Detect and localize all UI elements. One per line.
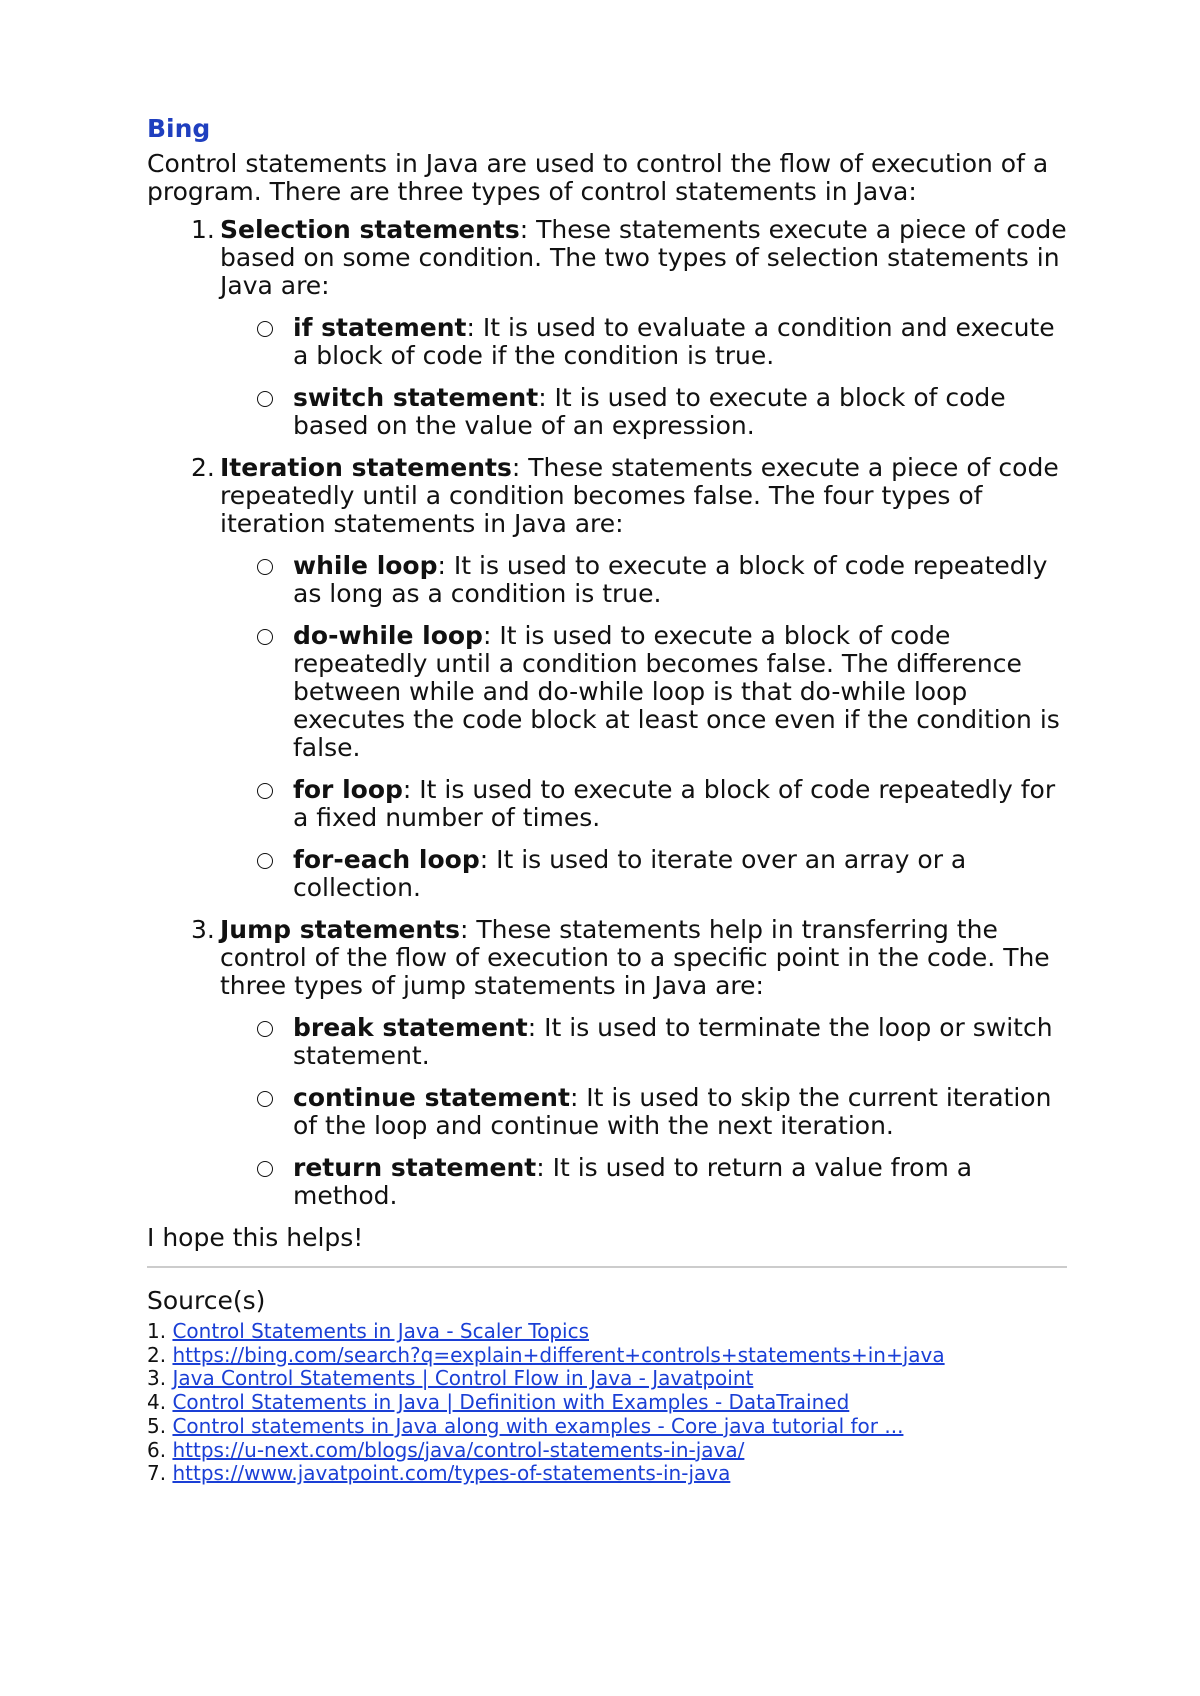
item-term: break statement xyxy=(293,1013,528,1042)
sublist xyxy=(220,1014,1067,1210)
section-title: Iteration statements xyxy=(220,453,512,482)
list-item xyxy=(220,1084,1067,1140)
source-link[interactable]: Control Statements in Java | Definition with Examples - DataTrained xyxy=(172,1390,850,1415)
item-description: : It is used to execute a block of code based on the value of an expression. xyxy=(293,383,1006,440)
section-description: : These statements help in transferring the control of the flow of execution to a specific point in the code. The three types of jump statements in Java are: xyxy=(220,915,1050,1000)
divider xyxy=(147,1266,1067,1268)
list-item xyxy=(220,552,1067,608)
sublist xyxy=(220,314,1067,440)
circle-bullet-icon xyxy=(257,321,273,337)
sources-list xyxy=(147,1320,1067,1486)
source-link[interactable]: Java Control Statements | Control Flow in Java - Javatpoint xyxy=(172,1366,754,1391)
item-description: : It is used to skip the current iteration of the loop and continue with the next iteration. xyxy=(293,1083,1052,1140)
source-number: 5. xyxy=(147,1413,167,1438)
list-number: 3. xyxy=(191,915,215,944)
list-item-jump-statements xyxy=(147,916,1067,1210)
list-number: 1. xyxy=(191,215,215,244)
circle-bullet-icon xyxy=(257,559,273,575)
list-item xyxy=(220,1154,1067,1210)
page-title: Bing xyxy=(147,114,211,143)
circle-bullet-icon xyxy=(257,1021,273,1037)
list-item xyxy=(220,622,1067,762)
section-title: Selection statements xyxy=(220,215,520,244)
list-item-selection-statements xyxy=(147,216,1067,440)
source-link[interactable]: Control statements in Java along with examples - Core java tutorial for ... xyxy=(172,1413,904,1438)
item-description: : It is used to evaluate a condition and execute a block of code if the condition is true. xyxy=(293,313,1055,370)
circle-bullet-icon xyxy=(257,853,273,869)
control-statement-types-list xyxy=(147,216,1067,1210)
item-term: if statement xyxy=(293,313,467,342)
section-description: : These statements execute a piece of code based on some condition. The two types of selection statements in Java are: xyxy=(220,215,1067,300)
source-item xyxy=(147,1415,1067,1439)
section-description: : These statements execute a piece of code repeatedly until a condition becomes false. The four types of iteration statements in Java are: xyxy=(220,453,1059,538)
document-page xyxy=(147,112,1067,1486)
list-item xyxy=(220,846,1067,902)
item-description: : It is used to execute a block of code repeatedly as long as a condition is true. xyxy=(293,551,1048,608)
list-item xyxy=(220,1014,1067,1070)
item-description: : It is used to return a value from a method. xyxy=(293,1153,973,1210)
source-item xyxy=(147,1344,1067,1368)
source-item xyxy=(147,1367,1067,1391)
source-number: 2. xyxy=(147,1342,167,1367)
source-number: 7. xyxy=(147,1461,167,1486)
circle-bullet-icon xyxy=(257,1161,273,1177)
list-item xyxy=(220,314,1067,370)
source-item xyxy=(147,1439,1067,1463)
circle-bullet-icon xyxy=(257,1091,273,1107)
item-description: : It is used to terminate the loop or switch statement. xyxy=(293,1013,1053,1070)
source-link[interactable]: https://u-next.com/blogs/java/control-statements-in-java/ xyxy=(172,1437,745,1462)
item-description: : It is used to iterate over an array or a collection. xyxy=(293,845,967,902)
item-term: return statement xyxy=(293,1153,537,1182)
item-description: : It is used to execute a block of code repeatedly until a condition becomes false. The difference between while and do-while loop is that do-while loop executes the code block at least once even if the condition is false. xyxy=(293,621,1060,762)
source-link[interactable]: https://www.javatpoint.com/types-of-statements-in-java xyxy=(172,1461,731,1486)
intro-paragraph: Control statements in Java are used to control the flow of execution of a program. There are three types of control statements in Java: xyxy=(147,149,1049,206)
item-description: : It is used to execute a block of code repeatedly for a fixed number of times. xyxy=(293,775,1056,832)
source-item xyxy=(147,1391,1067,1415)
list-item-iteration-statements xyxy=(147,454,1067,902)
source-number: 3. xyxy=(147,1366,167,1391)
item-term: for loop xyxy=(293,775,403,804)
sublist xyxy=(220,552,1067,902)
source-number: 6. xyxy=(147,1437,167,1462)
item-term: while loop xyxy=(293,551,438,580)
circle-bullet-icon xyxy=(257,629,273,645)
source-number: 4. xyxy=(147,1390,167,1415)
closing-text: I hope this helps! xyxy=(147,1223,364,1252)
list-item xyxy=(220,384,1067,440)
source-link[interactable]: Control Statements in Java - Scaler Topics xyxy=(172,1319,590,1343)
source-item xyxy=(147,1320,1067,1344)
item-term: do-while loop xyxy=(293,621,483,650)
item-term: continue statement xyxy=(293,1083,570,1112)
circle-bullet-icon xyxy=(257,391,273,407)
item-term: for-each loop xyxy=(293,845,480,874)
circle-bullet-icon xyxy=(257,783,273,799)
section-title: Jump statements xyxy=(220,915,460,944)
list-number: 2. xyxy=(191,453,215,482)
list-item xyxy=(220,776,1067,832)
item-term: switch statement xyxy=(293,383,539,412)
source-number: 1. xyxy=(147,1319,167,1343)
source-link[interactable]: https://bing.com/search?q=explain+different+controls+statements+in+java xyxy=(172,1342,945,1367)
source-item xyxy=(147,1462,1067,1486)
sources-title: Source(s) xyxy=(147,1286,266,1315)
